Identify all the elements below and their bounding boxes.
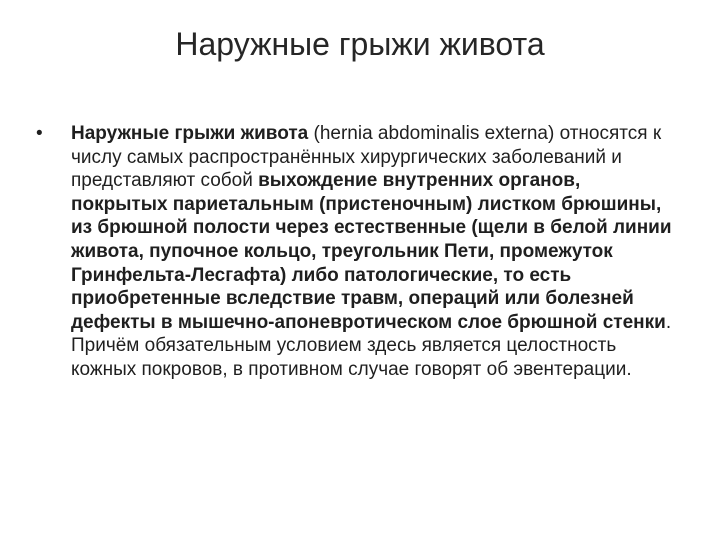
bullet-list	[36, 122, 676, 382]
closing-text: . Причём обязательным условием здесь является целостность кожных покровов, в противном случае говорят об эвентерации.	[71, 311, 672, 380]
bullet-dot-icon: •	[36, 123, 43, 144]
slide-title: Наружные грыжи живота	[175, 26, 545, 62]
term-latin-text: (hernia abdominalis externa) относятся к числу самых распространённых хирургических заболеваний и представляют собой	[71, 123, 662, 192]
list-item	[36, 122, 676, 382]
term-bold: Наружные грыжи живота	[71, 123, 309, 144]
definition-bold: выхождение внутренних органов, покрытых париетальным (пристеночным) листком брюшины, из брюшной полости через естественные (щели в белой линии живота, пупочное кольцо, треугольник Пети, промежуток Гринфельта-Лесгафта) либо патологические, то есть приобретенные вследствие травм, операций или болезней дефекты в мышечно-апоневротическом слое брюшной стенки	[71, 170, 672, 333]
